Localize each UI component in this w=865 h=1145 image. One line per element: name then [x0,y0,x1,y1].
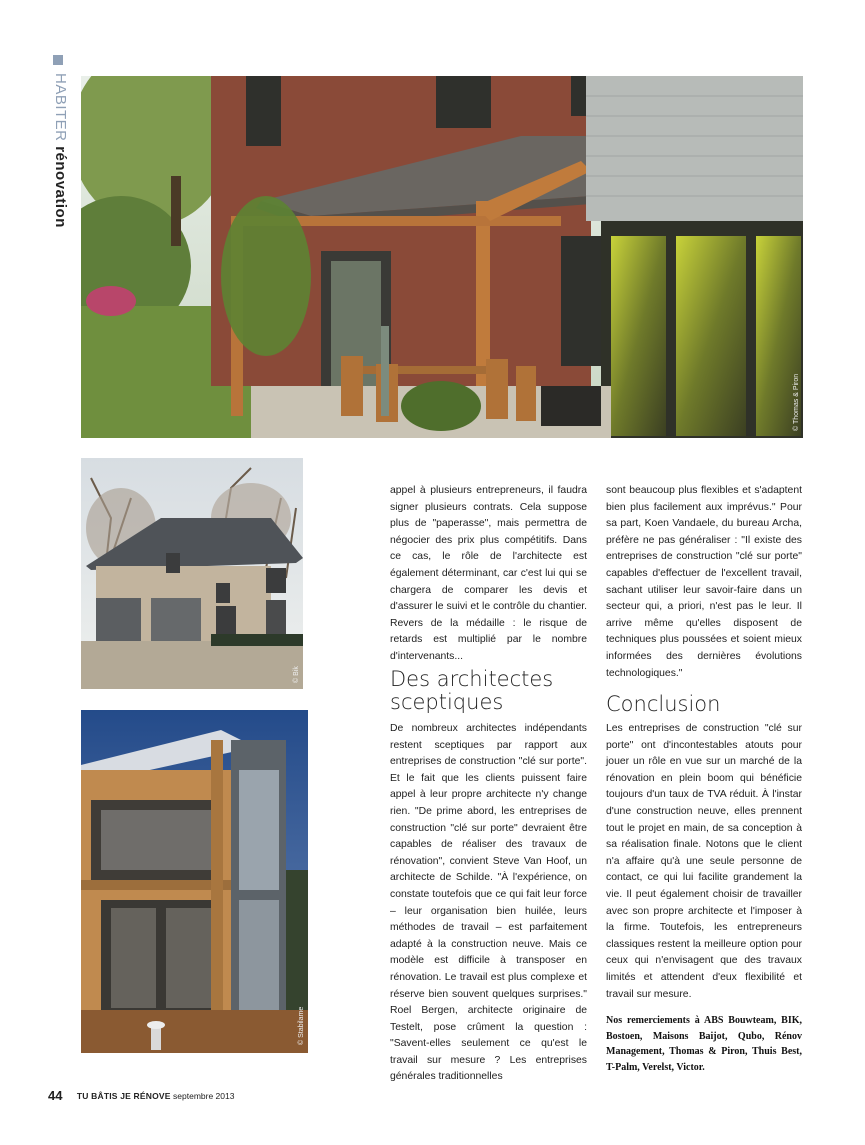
column-2-body [606,721,802,1003]
section-marker [53,55,63,65]
paragraph: appel à plusieurs entrepreneurs, il faudra signer plusieurs contrats. Cela suppose plus de "paperasse", mais permettra de négocier des prix plus compétitifs. Dans ce cas, le rôle de l'architecte est également déterminant, car c'est lui qui se chargera de comparer les devis et d'assurer le suivi et le contrôle du chantier. Revers de la médaille : le risque de retards est multiplié par le nombre d'intervenants... [390,485,587,662]
heading-conclusion: Conclusion [606,692,721,716]
column-1-body [390,721,587,1086]
column-2-intro [606,483,802,682]
magazine-name: TU BÂTIS JE RÉNOVE [76,1091,171,1101]
heading-architectes-sceptiques: Des architectes sceptiques [390,667,554,714]
paragraph: sont beaucoup plus flexibles et s'adaptent bien plus facilement aux imprévus." Pour sa part, Koen Vandaele, du bureau Archa, préfère ne pas généraliser : "Il existe des entreprises de construction "clé sur porte" capables d'effectuer de l'excellent travail, sachant utiliser leur savoir-faire dans un secteur qui, a priori, n'est pas le leur. Il arrive même qu'elles disposent de techniques plus poussées et soient mieux informées des dernières évolutions technologiques." [606,485,802,679]
column-1-intro [390,483,587,666]
paragraph: Les entreprises de construction "clé sur porte" ont d'incontestables atouts pour jouer un rôle en vue sur un marché de la rénovation en plein boom qui bénéficie toujours d'un taux de TVA réduit. À l'instar d'une construction neuve, elles prennent tout le projet en main, de sa conception à sa réalisation finale. Notons que le client n'a affaire qu'à une seule personne de contact, ce qui lui facilite grandement la vie. Il peut également choisir de travailler avec son propre architecte et l'imposer à la firme. Toutefois, les entrepreneurs classiques restent la meilleure option pour ceux qui n'envisagent que des travaux limités et attendent d'eux flexibilité et travail sur mesure. [606,723,802,1000]
photo-credit: © Bik [293,666,300,683]
page-number: 44 [48,1088,63,1103]
photo-house [81,458,303,689]
photo-wooden-house [81,710,308,1053]
section-label: HABITER rénovation [52,73,69,228]
acknowledgements: Nos remerciements à ABS Bouwteam, BIK, Bostoen, Maisons Baijot, Qubo, Rénov Management, Thomas & Piron, Thuis Best, T-Palm, Verelst, Victor. [606,1015,802,1073]
issue-date: septembre 2013 [173,1091,235,1101]
photo-credit: © Stabilame [298,1006,305,1045]
section-tag [47,55,69,250]
photo-credit: © Thomas & Piron [793,373,800,431]
page-footer [48,1088,234,1103]
paragraph: De nombreux architectes indépendants restent sceptiques par rapport aux entreprises de construction "clé sur porte". Et le fait que les clients puissent faire appel à leur propre architecte n'y change rien. "De prime abord, les entreprises de construction "clé sur porte" devraient être capables de réaliser des travaux de rénovation", convient Steve Van Hoof, un architecte de Schilde. "À l'expérience, on constate toutefois que ce qui fait leur force – leur organisation bien huilée, leurs méthodes de travail – est parfaitement adapté à la construction neuve. Mais ce modèle est difficile à transposer en rénovation. Le travail est plus complexe et réserve bien souvent quelques surprises." Roel Bergen, architecte originaire de Testelt, pose crûment la question : "Savent-elles seulement ce qu'est le travail sur mesure ? Les entreprises générales traditionnelles [390,723,587,1083]
photo-terrace [81,76,803,438]
